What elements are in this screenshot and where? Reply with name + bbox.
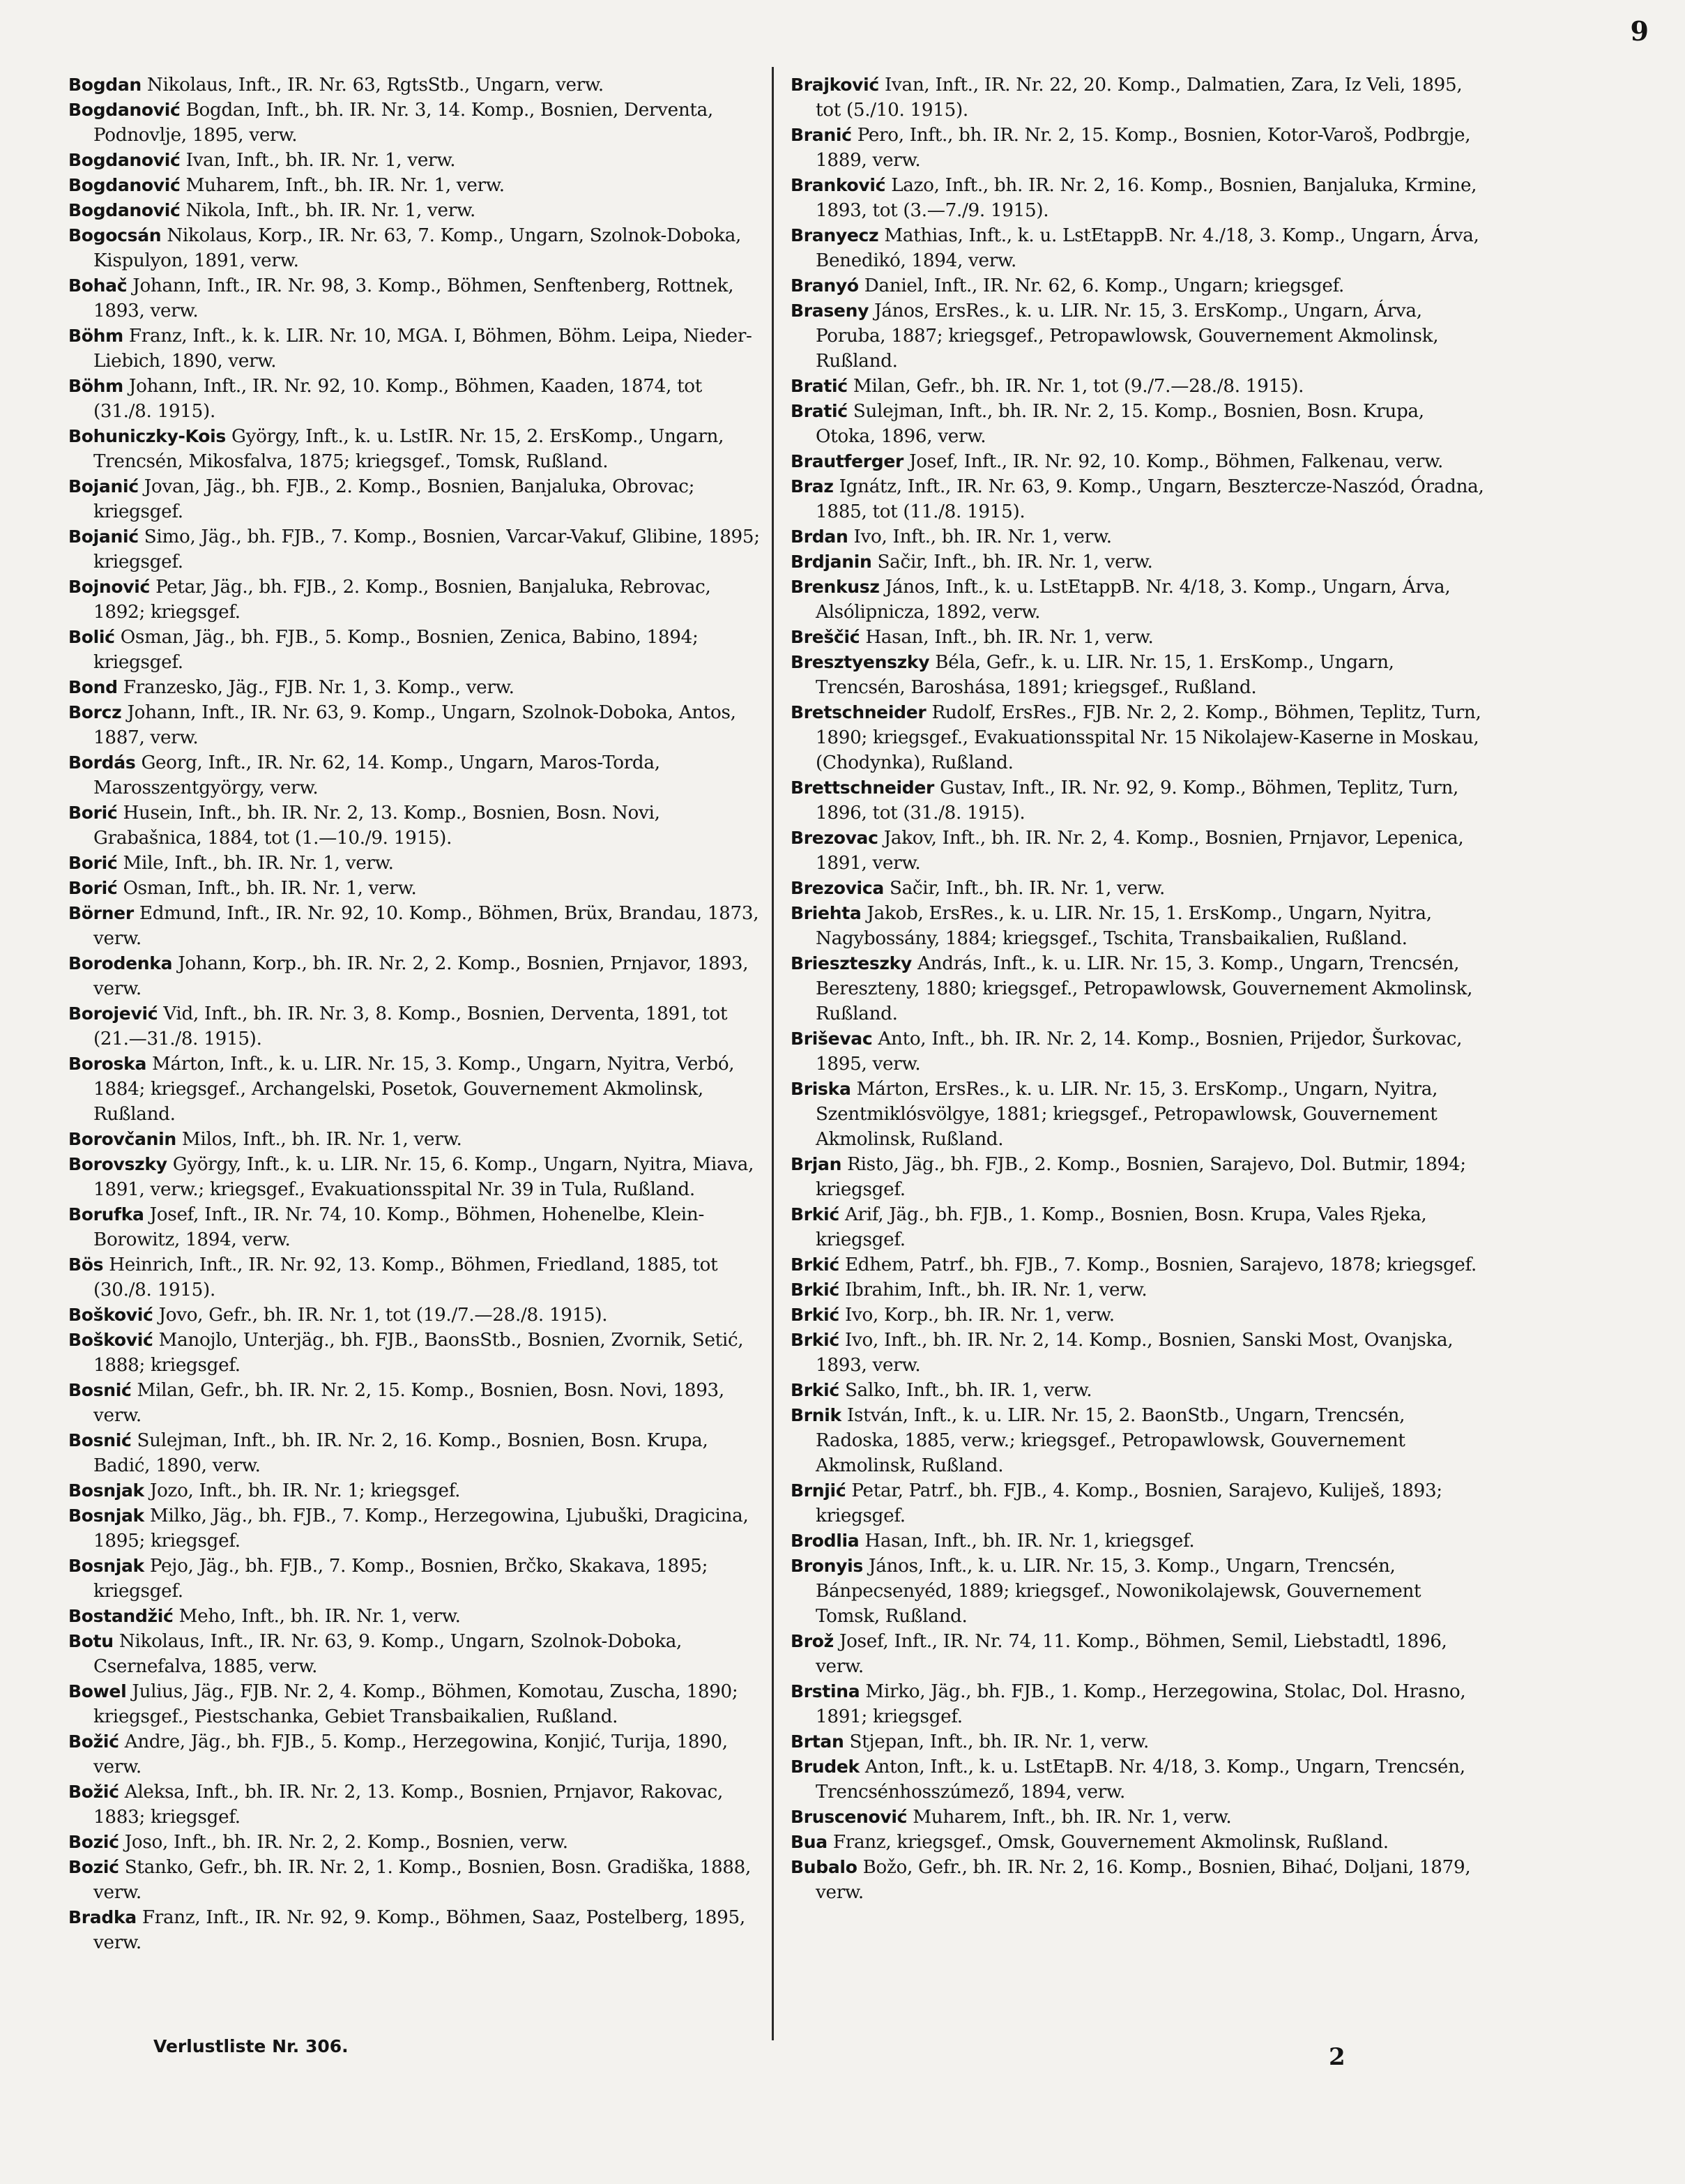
right-column — [791, 73, 1488, 1905]
entry-surname: Brdan — [791, 526, 848, 547]
entry-surname: Botu — [68, 1631, 114, 1651]
entry-surname: Brkić — [791, 1380, 839, 1400]
column-divider — [772, 67, 774, 2040]
list-entry — [68, 901, 765, 951]
entry-surname: Bogdanović — [68, 175, 181, 195]
list-entry — [791, 901, 1488, 951]
entry-surname: Branković — [791, 175, 886, 195]
entry-surname: Böhm — [68, 326, 123, 346]
entry-surname: Bošković — [68, 1330, 153, 1350]
list-entry — [791, 650, 1488, 700]
entry-details: Osman, Inft., bh. IR. Nr. 1, verw. — [123, 878, 417, 899]
list-entry — [68, 1629, 765, 1679]
entry-details: Ignátz, Inft., IR. Nr. 63, 9. Komp., Ungarn, Besztercze-Naszód, Óradna, 1885, tot (11./8. 1915). — [816, 476, 1484, 522]
list-entry — [791, 1077, 1488, 1152]
entry-details: Anto, Inft., bh. IR. Nr. 2, 14. Komp., Bosnien, Prijedor, Šurkovac, 1895, verw. — [816, 1029, 1463, 1075]
entry-surname: Bogdanović — [68, 100, 181, 120]
entry-details: Pejo, Jäg., bh. FJB., 7. Komp., Bosnien, Brčko, Skakava, 1895; kriegsgef. — [93, 1556, 708, 1602]
entry-surname: Bogdanović — [68, 150, 181, 170]
entry-surname: Brož — [791, 1631, 834, 1651]
entry-details: György, Inft., k. u. LstIR. Nr. 15, 2. ErsKomp., Ungarn, Trencsén, Mikosfalva, 1875; kriegsgef., Tomsk, Rußland. — [93, 426, 724, 472]
list-entry — [68, 173, 765, 198]
entry-details: Salko, Inft., bh. IR. 1, verw. — [844, 1380, 1092, 1401]
entry-details: Sulejman, Inft., bh. IR. Nr. 2, 16. Komp., Bosnien, Bosn. Krupa, Badić, 1890, verw. — [93, 1430, 708, 1476]
entry-details: Franz, Inft., k. k. LIR. Nr. 10, MGA. I, Böhmen, Böhm. Leipa, Nieder-Liebich, 1890, verw. — [93, 326, 752, 372]
entry-details: Simo, Jäg., bh. FJB., 7. Komp., Bosnien, Varcar-Vakuf, Glibine, 1895; kriegsgef. — [93, 526, 760, 572]
list-entry — [68, 1729, 765, 1780]
entry-surname: Brnjić — [791, 1480, 846, 1501]
entry-details: Petar, Patrf., bh. FJB., 4. Komp., Bosnien, Sarajevo, Kuliješ, 1893; kriegsgef. — [816, 1480, 1442, 1526]
entry-surname: Brudek — [791, 1757, 860, 1777]
entry-surname: Böhm — [68, 376, 123, 396]
entry-surname: Briska — [791, 1079, 851, 1099]
entry-surname: Brajković — [791, 75, 879, 95]
entry-details: János, ErsRes., k. u. LIR. Nr. 15, 3. ErsKomp., Ungarn, Árva, Poruba, 1887; kriegsgef., Petropawlowsk, Gouvernement Akmolinsk, Rußland. — [816, 301, 1439, 372]
list-entry — [791, 1026, 1488, 1077]
entry-surname: Brettschneider — [791, 778, 935, 798]
entry-surname: Brkić — [791, 1305, 839, 1325]
entry-surname: Brtan — [791, 1731, 844, 1752]
footer-signature-number: 2 — [1329, 2043, 1345, 2071]
entry-surname: Bogdanović — [68, 200, 181, 220]
list-entry — [68, 1202, 765, 1252]
entry-details: Sačir, Inft., bh. IR. Nr. 1, verw. — [889, 878, 1165, 899]
entry-surname: Borcz — [68, 702, 122, 722]
entry-details: Milan, Gefr., bh. IR. Nr. 1, tot (9./7.—28./8. 1915). — [853, 376, 1304, 397]
list-entry — [68, 198, 765, 223]
entry-surname: Bolić — [68, 627, 115, 647]
list-entry — [68, 73, 765, 98]
entry-surname: Bronyis — [791, 1556, 864, 1576]
entry-surname: Bradka — [68, 1907, 137, 1927]
list-entry — [68, 1830, 765, 1855]
entry-details: Edhem, Patrf., bh. FJB., 7. Komp., Bosnien, Sarajevo, 1878; kriegsgef. — [844, 1254, 1477, 1275]
list-entry — [791, 1830, 1488, 1855]
list-entry — [791, 474, 1488, 524]
entry-details: Franzesko, Jäg., FJB. Nr. 1, 3. Komp., verw. — [123, 677, 514, 698]
list-entry — [68, 1001, 765, 1052]
list-entry — [791, 1805, 1488, 1830]
entry-details: Husein, Inft., bh. IR. Nr. 2, 13. Komp., Bosnien, Bosn. Novi, Grabašnica, 1884, tot (1.—10./9. 1915). — [93, 803, 660, 849]
list-entry — [68, 1503, 765, 1554]
entry-details: György, Inft., k. u. LIR. Nr. 15, 6. Komp., Ungarn, Nyitra, Miava, 1891, verw.; kriegsgef., Evakuationsspital Nr. 39 in Tula, Rußland. — [93, 1154, 754, 1200]
entry-surname: Bond — [68, 677, 118, 697]
entry-surname: Briehta — [791, 903, 862, 923]
entry-surname: Brieszteszky — [791, 953, 913, 973]
list-entry — [791, 876, 1488, 901]
entry-details: Heinrich, Inft., IR. Nr. 92, 13. Komp., Böhmen, Friedland, 1885, tot (30./8. 1915). — [93, 1254, 718, 1300]
entry-details: Márton, ErsRes., k. u. LIR. Nr. 15, 3. ErsKomp., Ungarn, Nyitra, Szentmiklósvölgye, 1881; kriegsgef., Petropawlowsk, Gouvernement Akmolinsk, Rußland. — [816, 1079, 1438, 1150]
entry-surname: Brkić — [791, 1330, 839, 1350]
list-entry — [791, 1679, 1488, 1729]
entry-details: Ibrahim, Inft., bh. IR. Nr. 1, verw. — [844, 1280, 1148, 1300]
entry-details: Petar, Jäg., bh. FJB., 2. Komp., Bosnien, Banjaluka, Rebrovac, 1892; kriegsgef. — [93, 577, 711, 623]
entry-details: Stanko, Gefr., bh. IR. Nr. 2, 1. Komp., Bosnien, Bosn. Gradiška, 1888, verw. — [93, 1857, 752, 1903]
entry-surname: Bubalo — [791, 1857, 857, 1877]
list-entry — [791, 1152, 1488, 1202]
entry-details: Jovo, Gefr., bh. IR. Nr. 1, tot (19./7.—28./8. 1915). — [158, 1305, 608, 1326]
list-entry — [791, 273, 1488, 298]
entry-details: Josef, Inft., IR. Nr. 74, 11. Komp., Böhmen, Semil, Liebstadtl, 1896, verw. — [816, 1631, 1447, 1677]
entry-surname: Boroska — [68, 1054, 147, 1074]
entry-details: István, Inft., k. u. LIR. Nr. 15, 2. BaonStb., Ungarn, Trencsén, Radoska, 1885, verw.; kriegsgef., Petropawlowsk, Gouvernement Akmolinsk, Rußland. — [816, 1405, 1405, 1476]
list-entry — [791, 524, 1488, 549]
entry-details: Anton, Inft., k. u. LstEtapB. Nr. 4/18, 3. Komp., Ungarn, Trencsén, Trencsénhosszúmező, 1894, verw. — [816, 1757, 1465, 1803]
entry-details: Jakov, Inft., bh. IR. Nr. 2, 4. Komp., Bosnien, Prnjavor, Lepenica, 1891, verw. — [816, 828, 1464, 874]
entry-details: János, Inft., k. u. LIR. Nr. 15, 3. Komp., Ungarn, Trencsén, Bánpecsenyéd, 1889; kriegsgef., Nowonikolajewsk, Gouvernement Tomsk, Rußland. — [816, 1556, 1421, 1627]
entry-surname: Börner — [68, 903, 134, 923]
list-entry — [791, 1202, 1488, 1252]
list-entry — [791, 775, 1488, 826]
list-entry — [791, 549, 1488, 575]
entry-details: Stjepan, Inft., bh. IR. Nr. 1, verw. — [849, 1731, 1150, 1752]
entry-details: Hasan, Inft., bh. IR. Nr. 1, kriegsgef. — [864, 1531, 1195, 1552]
entry-details: Mile, Inft., bh. IR. Nr. 1, verw. — [123, 853, 394, 874]
entry-surname: Borovszky — [68, 1154, 167, 1174]
list-entry — [68, 474, 765, 524]
entry-details: Gustav, Inft., IR. Nr. 92, 9. Komp., Böhmen, Teplitz, Turn, 1896, tot (31./8. 1915). — [816, 778, 1459, 824]
entry-surname: Bozić — [68, 1857, 119, 1877]
entry-surname: Bosnjak — [68, 1506, 144, 1526]
list-entry — [68, 1554, 765, 1604]
entry-surname: Branyecz — [791, 225, 879, 245]
entry-surname: Braz — [791, 476, 834, 496]
list-entry — [68, 1378, 765, 1428]
entry-surname: Bojanić — [68, 526, 139, 547]
entry-details: Márton, Inft., k. u. LIR. Nr. 15, 3. Komp., Ungarn, Nyitra, Verbó, 1884; kriegsgef., Archangelski, Posetok, Gouvernement Akmolinsk, Rußland. — [93, 1054, 735, 1125]
entry-surname: Brautferger — [791, 451, 904, 471]
list-entry — [791, 1328, 1488, 1378]
entry-details: Ivo, Inft., bh. IR. Nr. 2, 14. Komp., Bosnien, Sanski Most, Ovanjska, 1893, verw. — [816, 1330, 1454, 1376]
entry-surname: Bosnjak — [68, 1556, 144, 1576]
list-entry — [791, 1403, 1488, 1478]
entry-surname: Brkić — [791, 1204, 839, 1224]
list-entry — [791, 625, 1488, 650]
entry-details: Sačir, Inft., bh. IR. Nr. 1, verw. — [877, 552, 1153, 572]
entry-details: Vid, Inft., bh. IR. Nr. 3, 8. Komp., Bosnien, Derventa, 1891, tot (21.—31./8. 1915). — [93, 1003, 728, 1049]
entry-surname: Brenkusz — [791, 577, 880, 597]
list-entry — [68, 1780, 765, 1830]
list-entry — [68, 424, 765, 474]
entry-surname: Bratić — [791, 376, 848, 396]
entry-surname: Bogocsán — [68, 225, 162, 245]
list-entry — [68, 750, 765, 801]
list-entry — [791, 1478, 1488, 1529]
entry-details: Nikolaus, Korp., IR. Nr. 63, 7. Komp., Ungarn, Szolnok-Doboka, Kispulyon, 1891, verw. — [93, 225, 742, 271]
list-entry — [68, 1604, 765, 1629]
list-entry — [791, 951, 1488, 1026]
entry-details: Milan, Gefr., bh. IR. Nr. 2, 15. Komp., Bosnien, Bosn. Novi, 1893, verw. — [93, 1380, 724, 1426]
entry-details: Béla, Gefr., k. u. LIR. Nr. 15, 1. ErsKomp., Ungarn, Trencsén, Baroshása, 1891; kriegsgef., Rußland. — [816, 652, 1394, 698]
list-entry — [791, 700, 1488, 775]
entry-details: Mirko, Jäg., bh. FJB., 1. Komp., Herzegowina, Stolac, Dol. Hrasno, 1891; kriegsgef. — [816, 1681, 1466, 1727]
entry-details: Johann, Inft., IR. Nr. 98, 3. Komp., Böhmen, Senftenberg, Rottnek, 1893, verw. — [93, 275, 734, 321]
list-entry — [68, 374, 765, 424]
entry-details: Franz, Inft., IR. Nr. 92, 9. Komp., Böhmen, Saaz, Postelberg, 1895, verw. — [93, 1907, 745, 1953]
entry-details: Rudolf, ErsRes., FJB. Nr. 2, 2. Komp., Böhmen, Teplitz, Turn, 1890; kriegsgef., Evakuationsspital Nr. 15 Nikolajew-Kaserne in Moskau, (Chodynka), Rußland. — [816, 702, 1481, 773]
entry-details: Jovan, Jäg., bh. FJB., 2. Komp., Bosnien, Banjaluka, Obrovac; kriegsgef. — [93, 476, 695, 522]
entry-details: Franz, kriegsgef., Omsk, Gouvernement Akmolinsk, Rußland. — [832, 1832, 1389, 1853]
entry-surname: Borovčanin — [68, 1129, 176, 1149]
entry-surname: Bresztyenszky — [791, 652, 930, 672]
list-entry — [68, 851, 765, 876]
entry-details: János, Inft., k. u. LstEtappB. Nr. 4/18, 3. Komp., Ungarn, Árva, Alsólipnicza, 1892, verw. — [816, 577, 1451, 623]
list-entry — [68, 1478, 765, 1503]
entry-details: Daniel, Inft., IR. Nr. 62, 6. Komp., Ungarn; kriegsgef. — [864, 275, 1345, 296]
list-entry — [68, 951, 765, 1001]
entry-details: Bogdan, Inft., bh. IR. Nr. 3, 14. Komp., Bosnien, Derventa, Podnovlje, 1895, verw. — [93, 100, 713, 146]
entry-details: Nikolaus, Inft., IR. Nr. 63, RgtsStb., Ungarn, verw. — [146, 75, 604, 96]
entry-surname: Bowel — [68, 1681, 127, 1701]
list-entry — [791, 826, 1488, 876]
entry-details: Sulejman, Inft., bh. IR. Nr. 2, 15. Komp., Bosnien, Bosn. Krupa, Otoka, 1896, verw. — [816, 401, 1424, 447]
entry-surname: Brstina — [791, 1681, 860, 1701]
entry-surname: Bös — [68, 1254, 104, 1275]
entry-surname: Brezovica — [791, 878, 884, 898]
list-entry — [791, 298, 1488, 374]
list-entry — [68, 801, 765, 851]
list-entry — [68, 273, 765, 324]
entry-surname: Borić — [68, 803, 118, 823]
entry-surname: Bozić — [68, 1832, 119, 1852]
entry-details: Hasan, Inft., bh. IR. Nr. 1, verw. — [865, 627, 1154, 648]
entry-details: Johann, Inft., IR. Nr. 92, 10. Komp., Böhmen, Kaaden, 1874, tot (31./8. 1915). — [93, 376, 702, 422]
entry-details: Aleksa, Inft., bh. IR. Nr. 2, 13. Komp., Bosnien, Prnjavor, Rakovac, 1883; kriegsgef. — [93, 1782, 723, 1828]
entry-details: Julius, Jäg., FJB. Nr. 2, 4. Komp., Böhmen, Komotau, Zuscha, 1890; kriegsgef., Piestschanka, Gebiet Transbaikalien, Rußland. — [93, 1681, 738, 1727]
list-entry — [791, 173, 1488, 223]
list-entry — [791, 123, 1488, 173]
entry-details: Muharem, Inft., bh. IR. Nr. 1, verw. — [913, 1807, 1232, 1828]
entry-details: Ivan, Inft., bh. IR. Nr. 1, verw. — [185, 150, 456, 171]
entry-surname: Borić — [68, 878, 118, 898]
list-entry — [791, 1277, 1488, 1303]
entry-details: Josef, Inft., IR. Nr. 74, 10. Komp., Böhmen, Hohenelbe, Klein-Borowitz, 1894, verw. — [93, 1204, 704, 1250]
list-entry — [68, 625, 765, 675]
page-number: 9 — [1630, 15, 1649, 47]
list-entry — [791, 1629, 1488, 1679]
entry-details: Manojlo, Unterjäg., bh. FJB., BaonsStb., Bosnien, Zvornik, Setić, 1888; kriegsgef. — [93, 1330, 744, 1376]
entry-surname: Brnik — [791, 1405, 841, 1425]
entry-surname: Borodenka — [68, 953, 173, 973]
entry-surname: Branyó — [791, 275, 859, 296]
entry-details: Arif, Jäg., bh. FJB., 1. Komp., Bosnien, Bosn. Krupa, Vales Rjeka, kriegsgef. — [816, 1204, 1427, 1250]
entry-details: Mathias, Inft., k. u. LstEtappB. Nr. 4./18, 3. Komp., Ungarn, Árva, Benedikó, 1894, verw. — [816, 225, 1479, 271]
list-entry — [791, 1252, 1488, 1277]
entry-surname: Bojanić — [68, 476, 139, 496]
entry-details: Milko, Jäg., bh. FJB., 7. Komp., Herzegowina, Ljubuški, Dragicina, 1895; kriegsgef. — [93, 1506, 749, 1552]
entry-surname: Bretschneider — [791, 702, 927, 722]
list-entry — [68, 1052, 765, 1127]
entry-surname: Borufka — [68, 1204, 144, 1224]
entry-details: Johann, Inft., IR. Nr. 63, 9. Komp., Ungarn, Szolnok-Doboka, Antos, 1887, verw. — [93, 702, 736, 748]
list-entry — [68, 675, 765, 700]
entry-surname: Bošković — [68, 1305, 153, 1325]
list-entry — [791, 575, 1488, 625]
entry-details: Nikola, Inft., bh. IR. Nr. 1, verw. — [185, 200, 475, 221]
list-entry — [68, 148, 765, 173]
entry-surname: Bohuniczky-Kois — [68, 426, 226, 446]
entry-surname: Bruscenović — [791, 1807, 908, 1827]
entry-details: András, Inft., k. u. LIR. Nr. 15, 3. Komp., Ungarn, Trencsén, Bereszteny, 1880; kriegsgef., Petropawlowsk, Gouvernement Akmolinsk, Rußland. — [816, 953, 1473, 1024]
entry-surname: Brodlia — [791, 1531, 860, 1551]
list-entry — [791, 223, 1488, 273]
list-entry — [791, 449, 1488, 474]
entry-details: Osman, Jäg., bh. FJB., 5. Komp., Bosnien, Zenica, Babino, 1894; kriegsgef. — [93, 627, 699, 673]
entry-surname: Braseny — [791, 301, 869, 321]
footer-list-number: Verlustliste Nr. 306. — [153, 2036, 349, 2056]
entry-details: Josef, Inft., IR. Nr. 92, 10. Komp., Böhmen, Falkenau, verw. — [909, 451, 1444, 472]
list-entry — [68, 1127, 765, 1152]
entry-details: Nikolaus, Inft., IR. Nr. 63, 9. Komp., Ungarn, Szolnok-Doboka, Csernefalva, 1885, verw. — [93, 1631, 683, 1677]
entry-surname: Breščić — [791, 627, 860, 647]
entry-details: Johann, Korp., bh. IR. Nr. 2, 2. Komp., Bosnien, Prnjavor, 1893, verw. — [93, 953, 749, 999]
entry-details: Risto, Jäg., bh. FJB., 2. Komp., Bosnien, Sarajevo, Dol. Butmir, 1894; kriegsgef. — [816, 1154, 1466, 1200]
entry-surname: Borojević — [68, 1003, 158, 1024]
list-entry — [68, 98, 765, 148]
list-entry — [791, 1378, 1488, 1403]
list-entry — [791, 1554, 1488, 1629]
entry-surname: Bostandžić — [68, 1606, 174, 1626]
list-entry — [791, 73, 1488, 123]
list-entry — [68, 223, 765, 273]
entry-surname: Brezovac — [791, 828, 878, 848]
list-entry — [791, 399, 1488, 449]
entry-details: Lazo, Inft., bh. IR. Nr. 2, 16. Komp., Bosnien, Banjaluka, Krmine, 1893, tot (3.—7./9. 1915). — [816, 175, 1477, 221]
entry-surname: Bua — [791, 1832, 828, 1852]
entry-surname: Branić — [791, 125, 852, 145]
list-entry — [68, 876, 765, 901]
list-entry — [791, 1855, 1488, 1905]
list-entry — [68, 1152, 765, 1202]
list-entry — [791, 1529, 1488, 1554]
list-entry — [791, 374, 1488, 399]
entry-surname: Bosnić — [68, 1380, 132, 1400]
entry-surname: Bohač — [68, 275, 128, 296]
entry-surname: Brkić — [791, 1280, 839, 1300]
entry-details: Milos, Inft., bh. IR. Nr. 1, verw. — [181, 1129, 462, 1150]
entry-details: Edmund, Inft., IR. Nr. 92, 10. Komp., Böhmen, Brüx, Brandau, 1873, verw. — [93, 903, 759, 949]
list-entry — [68, 1855, 765, 1905]
entry-details: Jozo, Inft., bh. IR. Nr. 1; kriegsgef. — [149, 1480, 461, 1501]
entry-surname: Božić — [68, 1782, 119, 1802]
left-column — [68, 73, 765, 1955]
entry-surname: Božić — [68, 1731, 119, 1752]
entry-surname: Bojnović — [68, 577, 151, 597]
entry-details: Meho, Inft., bh. IR. Nr. 1, verw. — [178, 1606, 461, 1627]
list-entry — [791, 1303, 1488, 1328]
entry-surname: Briševac — [791, 1029, 873, 1049]
list-entry — [68, 575, 765, 625]
entry-details: Ivan, Inft., IR. Nr. 22, 20. Komp., Dalmatien, Zara, Iz Veli, 1895, tot (5./10. 1915). — [816, 75, 1463, 121]
entry-details: Pero, Inft., bh. IR. Nr. 2, 15. Komp., Bosnien, Kotor-Varoš, Podbrgje, 1889, verw. — [816, 125, 1471, 171]
entry-details: Božo, Gefr., bh. IR. Nr. 2, 16. Komp., Bosnien, Bihać, Doljani, 1879, verw. — [816, 1857, 1471, 1903]
entry-surname: Bosnjak — [68, 1480, 144, 1501]
entry-details: Ivo, Korp., bh. IR. Nr. 1, verw. — [844, 1305, 1115, 1326]
entry-details: Ivo, Inft., bh. IR. Nr. 1, verw. — [853, 526, 1112, 547]
entry-details: Joso, Inft., bh. IR. Nr. 2, 2. Komp., Bosnien, verw. — [124, 1832, 568, 1853]
entry-details: Georg, Inft., IR. Nr. 62, 14. Komp., Ungarn, Maros-Torda, Marosszentgyörgy, verw. — [93, 752, 660, 798]
list-entry — [68, 1428, 765, 1478]
entry-details: Muharem, Inft., bh. IR. Nr. 1, verw. — [185, 175, 505, 196]
list-entry — [68, 1303, 765, 1328]
entry-surname: Bogdan — [68, 75, 142, 95]
entry-surname: Brkić — [791, 1254, 839, 1275]
list-entry — [68, 700, 765, 750]
entry-surname: Brdjanin — [791, 552, 872, 572]
list-entry — [68, 1905, 765, 1955]
list-entry — [791, 1729, 1488, 1754]
entry-surname: Bratić — [791, 401, 848, 421]
list-entry — [791, 1754, 1488, 1805]
list-entry — [68, 1679, 765, 1729]
entry-details: Jakob, ErsRes., k. u. LIR. Nr. 15, 1. ErsKomp., Ungarn, Nyitra, Nagybossány, 1884; kriegsgef., Tschita, Transbaikalien, Rußland. — [816, 903, 1432, 949]
entry-surname: Bosnić — [68, 1430, 132, 1450]
entry-details: Andre, Jäg., bh. FJB., 5. Komp., Herzegowina, Konjić, Turija, 1890, verw. — [93, 1731, 728, 1777]
list-entry — [68, 1252, 765, 1303]
entry-surname: Bordás — [68, 752, 136, 773]
entry-surname: Borić — [68, 853, 118, 873]
entry-surname: Brjan — [791, 1154, 842, 1174]
list-entry — [68, 524, 765, 575]
list-entry — [68, 324, 765, 374]
list-entry — [68, 1328, 765, 1378]
